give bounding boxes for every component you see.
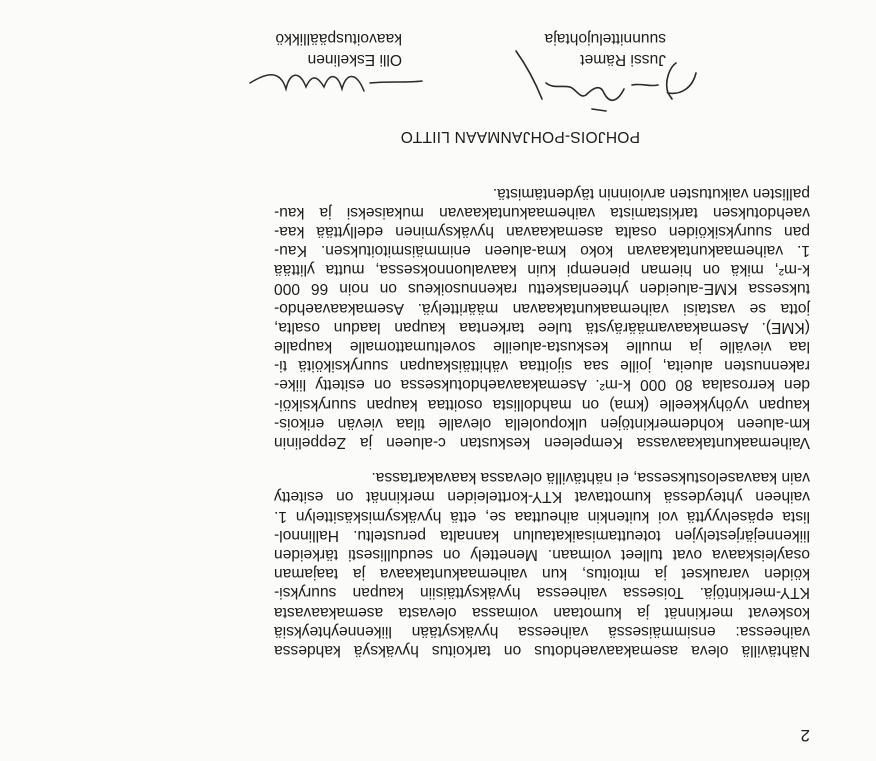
text-line: kaupan vyöhykkeelle (kma) on mahdollista osoittaa kaupan suuryksiköi- — [274, 395, 810, 413]
paragraph-1 — [274, 468, 810, 660]
text-line: 1. vaihemaakuntakaavan koko kma-alueen enimmäismitoituksen. Kau- — [274, 242, 810, 260]
text-line: köiden varaukset ja mitoitus, kun vaihemaakuntakaava ja taajaman — [274, 565, 810, 583]
organization-name: POHJOIS-POHJANMAAN LIITTO — [400, 128, 640, 145]
text-line: koskevat merkinnät ja kumotaan voimassa olevasta asemakaavasta — [274, 603, 810, 621]
text-line: laa vievälle ja muulle keskusta-alueille soveltumattomalle kaupalle — [274, 338, 810, 356]
signatory-right — [275, 28, 402, 70]
text-line: tuksessa KME-alueiden yhteenlaskettu rakennusoikeus on noin 66 000 — [274, 280, 810, 298]
text-line: lista epäselvyyttä voi kuitenkin aiheuttaa se, että hyväksymiskäsittelyn 1. — [274, 507, 810, 525]
text-line: pan suuryksiköiden osalta asemakaavan hyväksyminen edellyttää kaa- — [274, 222, 810, 240]
signatory-name: Olli Eskelinen — [307, 51, 402, 68]
text-line: KTY-merkintöjä. Toisessa vaiheessa hyväksyttäisiin kaupan suuryksi- — [274, 584, 810, 602]
text-line: km-alueen kohdemerkintöjen ulkopuolella olevalle tilaa vievän erikois- — [274, 414, 810, 432]
text-line: rakennusten alueita, joille saa sijoittaa vähittäiskaupan suuryksiköitä ti- — [274, 357, 810, 375]
text-line: Nähtävillä oleva asemakaavaehdotus on tarkoitus hyväksyä kahdessa — [274, 642, 810, 659]
paragraph-2 — [274, 183, 810, 452]
text-line: osayleiskaava ovat tulleet voimaan. Menettely on seudullisesti tärkeiden — [274, 546, 810, 564]
text-line: den kerrosalaa 80 000 k-m². Asemakaavaehdotuksessa on esitetty liike- — [274, 376, 810, 394]
text-line: vain kaavaselostuksessa, ei nähtävillä olevassa kaavakartassa. — [371, 469, 810, 487]
text-line: liikennejärjestelyjen toteuttamisaikataulun kannalta perusteltu. Hallinnol- — [274, 526, 810, 544]
text-line: Vaihemaakuntakaavassa Kempeleen keskustan c-alueen ja Zeppelinin — [274, 434, 810, 451]
signatory-left — [545, 28, 666, 70]
signatory-title: suunnittelujohtaja — [544, 30, 666, 47]
text-line: jotta se vastaisi vaihemaakuntakaavan määrittelyä. Asemakaavaehdo- — [274, 299, 810, 317]
text-line: vaehdotuksen tarkistamista vaihemaakuntakaavan mukaiseksi ja kau- — [274, 203, 810, 221]
signatory-title: kaavoituspäällikkö — [275, 30, 402, 47]
text-line: vaiheen yhteydessä kumottavat KTY-kortteleiden merkinnät on esitetty — [274, 488, 810, 506]
text-line: (KME). Asemakaavamääräystä tulee tarkentaa kaupan laadun osalta, — [274, 318, 810, 336]
page-number: 2 — [800, 726, 810, 745]
signatory-name: Jussi Rämet — [580, 51, 666, 68]
text-line: vaiheessa: ensimmäisessä vaiheessa hyväksytään liikenneyhteyksiä — [274, 622, 810, 640]
text-line: pallisten vaikutusten arvioinnin täydentämistä. — [492, 184, 810, 202]
text-line: k-m², mikä on hieman pienempi kuin kaavaluonnoksessa, mutta ylittää — [274, 261, 810, 279]
